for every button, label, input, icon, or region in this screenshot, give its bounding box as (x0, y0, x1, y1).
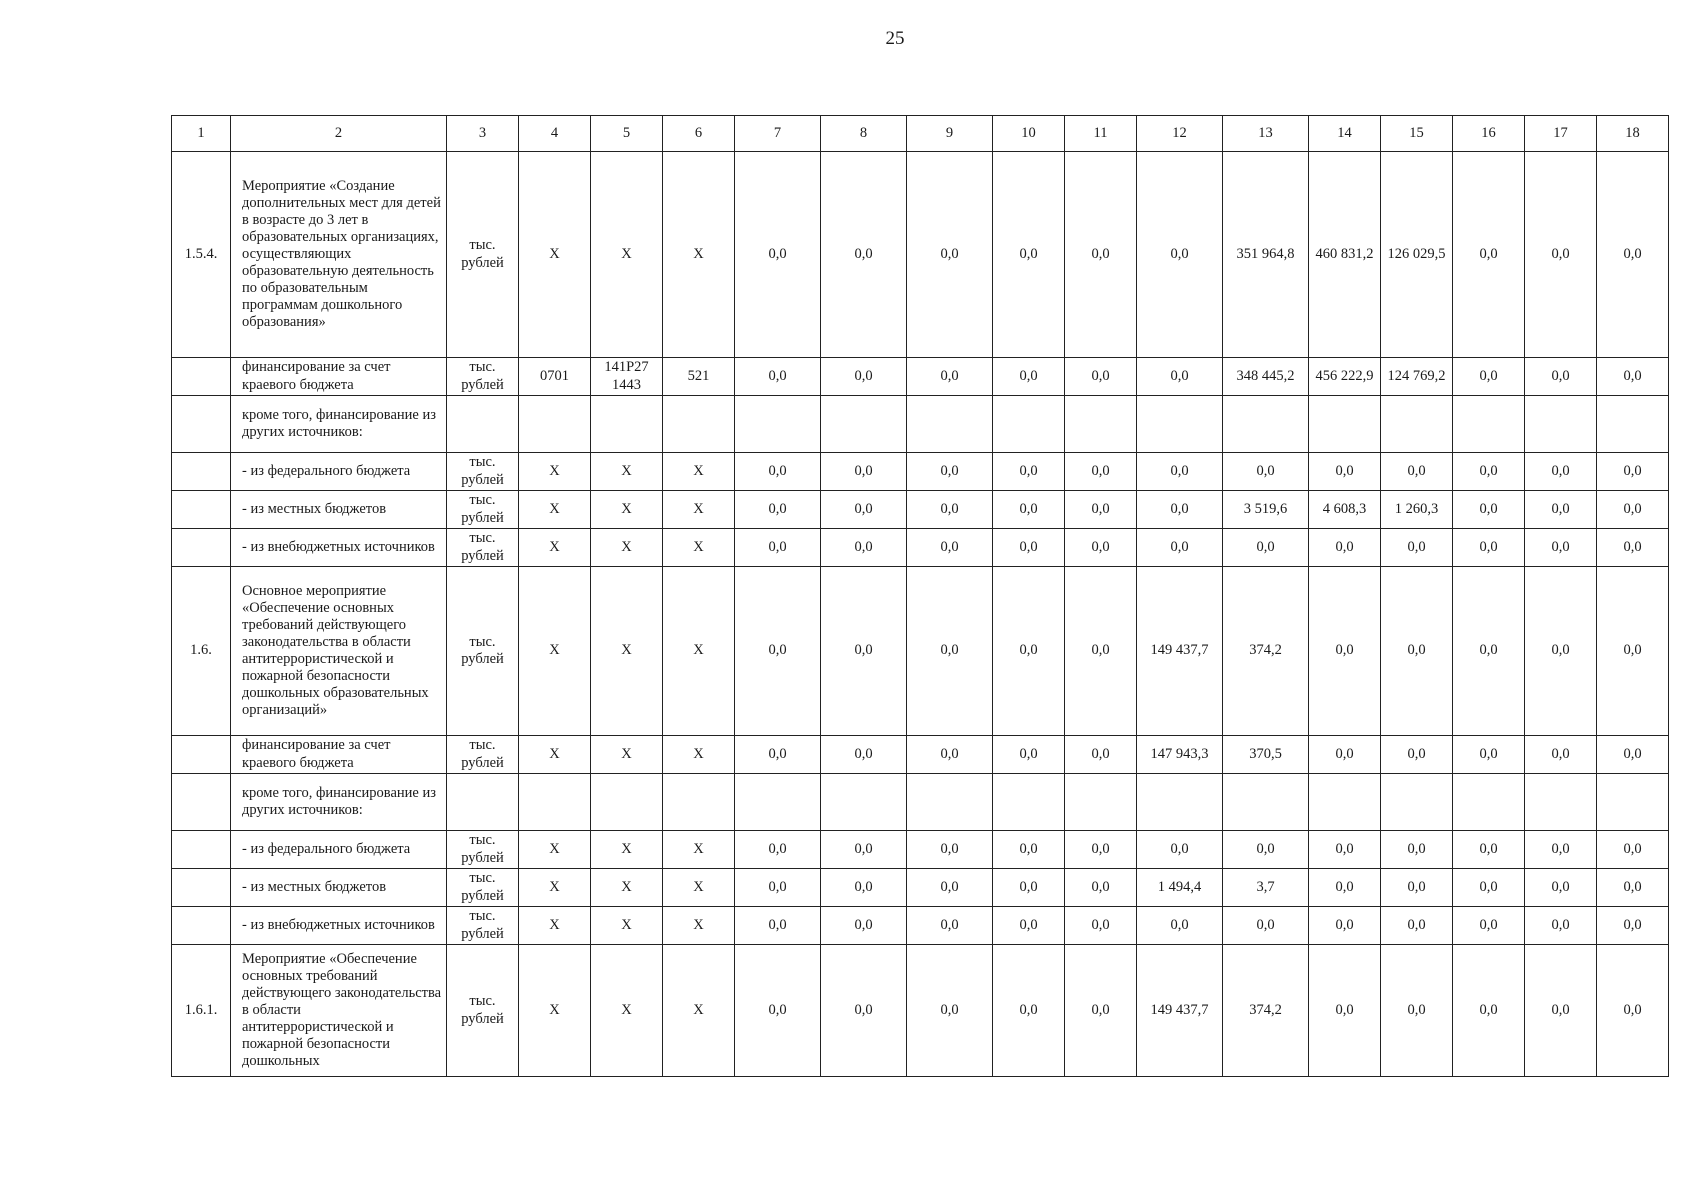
value-cell: 0,0 (1065, 453, 1137, 491)
table-row (172, 453, 1669, 491)
value-cell: 0,0 (1137, 152, 1223, 358)
value-cell: 0,0 (907, 736, 993, 774)
value-cell: 0,0 (907, 453, 993, 491)
value-cell: 0,0 (1597, 736, 1669, 774)
value-cell: 0,0 (1137, 358, 1223, 396)
value-cell: 0,0 (993, 736, 1065, 774)
unit-cell: тыс. рублей (447, 567, 519, 736)
row-name: Мероприятие «Создание дополнительных мест для детей в возрасте до 3 лет в образовательных организациях, осуществляющих образовательную деятельность по образовательным программам дошкольного образования» (231, 152, 447, 358)
value-cell: 0,0 (993, 907, 1065, 945)
unit-cell: тыс. рублей (447, 453, 519, 491)
row-name: кроме того, финансирование из других источников: (231, 396, 447, 453)
unit-cell: тыс. рублей (447, 736, 519, 774)
unit-cell: тыс. рублей (447, 831, 519, 869)
value-cell: 0,0 (993, 869, 1065, 907)
value-cell: Х (663, 152, 735, 358)
value-cell: Х (519, 945, 591, 1077)
value-cell: 0,0 (993, 491, 1065, 529)
value-cell: 0,0 (735, 529, 821, 567)
column-number-9: 9 (907, 116, 993, 152)
row-name: - из внебюджетных источников (231, 907, 447, 945)
column-number-13: 13 (1223, 116, 1309, 152)
value-cell: 0,0 (821, 491, 907, 529)
value-cell: 0,0 (993, 567, 1065, 736)
value-cell: 3 519,6 (1223, 491, 1309, 529)
value-cell: Х (519, 831, 591, 869)
value-cell: 0,0 (735, 945, 821, 1077)
value-cell: 0,0 (1309, 869, 1381, 907)
value-cell (519, 396, 591, 453)
column-number-4: 4 (519, 116, 591, 152)
value-cell: 0,0 (1453, 831, 1525, 869)
value-cell: 0,0 (1525, 907, 1597, 945)
value-cell: 0,0 (1137, 529, 1223, 567)
value-cell: Х (519, 907, 591, 945)
row-code: 1.5.4. (172, 152, 231, 358)
value-cell: Х (591, 152, 663, 358)
value-cell: 0,0 (1309, 945, 1381, 1077)
value-cell (1137, 774, 1223, 831)
value-cell: 0,0 (907, 945, 993, 1077)
value-cell (663, 774, 735, 831)
value-cell: 0,0 (1597, 869, 1669, 907)
value-cell: 0,0 (907, 831, 993, 869)
value-cell: 0,0 (1525, 529, 1597, 567)
value-cell: 0,0 (1597, 453, 1669, 491)
value-cell: 0,0 (1381, 529, 1453, 567)
value-cell: 0,0 (907, 907, 993, 945)
value-cell (907, 774, 993, 831)
column-number-3: 3 (447, 116, 519, 152)
value-cell (591, 396, 663, 453)
value-cell: 0,0 (1597, 152, 1669, 358)
value-cell (821, 396, 907, 453)
value-cell: 0,0 (1453, 736, 1525, 774)
value-cell (519, 774, 591, 831)
row-name: Мероприятие «Обеспечение основных требований действующего законодательства в области антитеррористической и пожарной безопасности дошкольных (231, 945, 447, 1077)
value-cell: Х (519, 529, 591, 567)
value-cell (1381, 774, 1453, 831)
value-cell: 0,0 (993, 831, 1065, 869)
value-cell: 0,0 (1597, 831, 1669, 869)
value-cell: 124 769,2 (1381, 358, 1453, 396)
row-code (172, 396, 231, 453)
value-cell: 0,0 (1309, 736, 1381, 774)
value-cell: 0,0 (1065, 869, 1137, 907)
value-cell: 0,0 (907, 152, 993, 358)
value-cell (663, 396, 735, 453)
row-name: - из федерального бюджета (231, 453, 447, 491)
value-cell: Х (591, 491, 663, 529)
value-cell: 0,0 (735, 152, 821, 358)
value-cell: 0,0 (1137, 831, 1223, 869)
value-cell: 0,0 (1065, 567, 1137, 736)
value-cell: 0,0 (1381, 453, 1453, 491)
value-cell: Х (591, 831, 663, 869)
unit-cell (447, 396, 519, 453)
value-cell: 0,0 (993, 529, 1065, 567)
value-cell: 0,0 (1597, 491, 1669, 529)
row-name: - из местных бюджетов (231, 869, 447, 907)
row-name: - из внебюджетных источников (231, 529, 447, 567)
unit-cell: тыс. рублей (447, 152, 519, 358)
value-cell (735, 396, 821, 453)
value-cell: 0,0 (1453, 945, 1525, 1077)
value-cell: 0,0 (1381, 869, 1453, 907)
value-cell: 0,0 (1309, 453, 1381, 491)
value-cell: 0,0 (1525, 453, 1597, 491)
value-cell: Х (519, 869, 591, 907)
row-code (172, 907, 231, 945)
value-cell: 351 964,8 (1223, 152, 1309, 358)
row-code: 1.6. (172, 567, 231, 736)
table-row (172, 736, 1669, 774)
value-cell: 0,0 (821, 152, 907, 358)
value-cell: 0,0 (1597, 358, 1669, 396)
value-cell (907, 396, 993, 453)
value-cell: Х (591, 736, 663, 774)
value-cell: 0,0 (907, 491, 993, 529)
value-cell: Х (591, 453, 663, 491)
value-cell: 0,0 (1065, 945, 1137, 1077)
row-code (172, 453, 231, 491)
column-number-10: 10 (993, 116, 1065, 152)
value-cell: 0,0 (1309, 831, 1381, 869)
row-code: 1.6.1. (172, 945, 231, 1077)
row-code (172, 529, 231, 567)
value-cell: 460 831,2 (1309, 152, 1381, 358)
value-cell: 0,0 (1309, 567, 1381, 736)
column-number-11: 11 (1065, 116, 1137, 152)
value-cell: 0,0 (1065, 491, 1137, 529)
value-cell (1065, 396, 1137, 453)
row-name: - из местных бюджетов (231, 491, 447, 529)
unit-cell: тыс. рублей (447, 869, 519, 907)
row-name: финансирование за счет краевого бюджета (231, 736, 447, 774)
value-cell: 0,0 (993, 358, 1065, 396)
value-cell: 0,0 (1525, 831, 1597, 869)
value-cell: 4 608,3 (1309, 491, 1381, 529)
value-cell: 0,0 (735, 491, 821, 529)
value-cell: 0,0 (1137, 907, 1223, 945)
row-name: Основное мероприятие «Обеспечение основных требований действующего законодательства в области антитеррористической и пожарной безопасности дошкольных образовательных организаций» (231, 567, 447, 736)
value-cell: Х (591, 529, 663, 567)
value-cell: Х (519, 491, 591, 529)
column-number-8: 8 (821, 116, 907, 152)
value-cell: Х (591, 567, 663, 736)
value-cell: Х (519, 453, 591, 491)
value-cell: 348 445,2 (1223, 358, 1309, 396)
value-cell: 0,0 (907, 358, 993, 396)
value-cell (1453, 774, 1525, 831)
table-row (172, 945, 1669, 1077)
value-cell (1137, 396, 1223, 453)
table-row (172, 152, 1669, 358)
value-cell: Х (663, 453, 735, 491)
row-code (172, 736, 231, 774)
column-number-1: 1 (172, 116, 231, 152)
value-cell: 0,0 (821, 869, 907, 907)
value-cell: 149 437,7 (1137, 567, 1223, 736)
unit-cell: тыс. рублей (447, 907, 519, 945)
value-cell: 3,7 (1223, 869, 1309, 907)
value-cell: 126 029,5 (1381, 152, 1453, 358)
value-cell (1525, 396, 1597, 453)
value-cell: 141Р27 1443 (591, 358, 663, 396)
value-cell: Х (663, 529, 735, 567)
value-cell: 0,0 (1525, 491, 1597, 529)
table-row (172, 567, 1669, 736)
table-row (172, 396, 1669, 453)
value-cell: 0,0 (1525, 358, 1597, 396)
value-cell: 0,0 (1525, 152, 1597, 358)
column-number-12: 12 (1137, 116, 1223, 152)
value-cell: 1 260,3 (1381, 491, 1453, 529)
row-name: кроме того, финансирование из других источников: (231, 774, 447, 831)
row-name: - из федерального бюджета (231, 831, 447, 869)
value-cell: 0,0 (821, 529, 907, 567)
value-cell (1453, 396, 1525, 453)
value-cell (1223, 396, 1309, 453)
value-cell (591, 774, 663, 831)
value-cell: 0,0 (1223, 453, 1309, 491)
value-cell: 0,0 (735, 869, 821, 907)
value-cell: 0,0 (1453, 453, 1525, 491)
value-cell: 0,0 (735, 358, 821, 396)
value-cell: 0,0 (1453, 869, 1525, 907)
table-row (172, 529, 1669, 567)
value-cell (1381, 396, 1453, 453)
value-cell: 0,0 (1065, 907, 1137, 945)
value-cell (1309, 774, 1381, 831)
row-code (172, 831, 231, 869)
value-cell: 0,0 (1223, 831, 1309, 869)
value-cell: 0,0 (1525, 736, 1597, 774)
value-cell: 0,0 (1453, 358, 1525, 396)
value-cell (1597, 774, 1669, 831)
unit-cell (447, 774, 519, 831)
column-number-18: 18 (1597, 116, 1669, 152)
value-cell: 0,0 (821, 453, 907, 491)
row-code (172, 774, 231, 831)
value-cell: 0,0 (1223, 529, 1309, 567)
table-row (172, 491, 1669, 529)
column-number-16: 16 (1453, 116, 1525, 152)
value-cell: Х (663, 491, 735, 529)
table-row (172, 774, 1669, 831)
value-cell: 0,0 (907, 869, 993, 907)
value-cell (735, 774, 821, 831)
unit-cell: тыс. рублей (447, 945, 519, 1077)
value-cell: 521 (663, 358, 735, 396)
value-cell: 0,0 (1453, 567, 1525, 736)
value-cell: Х (519, 567, 591, 736)
value-cell: 0,0 (993, 152, 1065, 358)
unit-cell: тыс. рублей (447, 358, 519, 396)
value-cell: 0,0 (821, 831, 907, 869)
unit-cell: тыс. рублей (447, 491, 519, 529)
value-cell: 0,0 (1381, 907, 1453, 945)
value-cell: 0701 (519, 358, 591, 396)
value-cell: 0,0 (821, 945, 907, 1077)
value-cell: 149 437,7 (1137, 945, 1223, 1077)
value-cell: 0,0 (1453, 152, 1525, 358)
table-row (172, 831, 1669, 869)
value-cell: Х (663, 907, 735, 945)
value-cell: 0,0 (735, 453, 821, 491)
value-cell: 0,0 (1525, 945, 1597, 1077)
value-cell: 0,0 (1525, 567, 1597, 736)
value-cell (1597, 396, 1669, 453)
value-cell: 0,0 (821, 907, 907, 945)
column-number-6: 6 (663, 116, 735, 152)
value-cell (1309, 396, 1381, 453)
value-cell: 456 222,9 (1309, 358, 1381, 396)
value-cell (1525, 774, 1597, 831)
value-cell: 0,0 (821, 567, 907, 736)
page-number: 25 (885, 28, 905, 49)
value-cell: Х (663, 736, 735, 774)
value-cell: 0,0 (993, 945, 1065, 1077)
value-cell: 0,0 (735, 907, 821, 945)
value-cell: 370,5 (1223, 736, 1309, 774)
value-cell: 0,0 (1137, 453, 1223, 491)
value-cell: 0,0 (1525, 869, 1597, 907)
value-cell: 0,0 (735, 831, 821, 869)
value-cell: Х (663, 869, 735, 907)
value-cell: Х (591, 869, 663, 907)
value-cell: 1 494,4 (1137, 869, 1223, 907)
value-cell: 0,0 (1453, 491, 1525, 529)
value-cell: 0,0 (1597, 907, 1669, 945)
unit-cell: тыс. рублей (447, 529, 519, 567)
value-cell: Х (591, 907, 663, 945)
row-code (172, 491, 231, 529)
table-row (172, 358, 1669, 396)
value-cell: Х (591, 945, 663, 1077)
value-cell: Х (519, 736, 591, 774)
column-number-5: 5 (591, 116, 663, 152)
row-name: финансирование за счет краевого бюджета (231, 358, 447, 396)
value-cell: 0,0 (1065, 152, 1137, 358)
value-cell: Х (663, 567, 735, 736)
value-cell: 0,0 (1453, 529, 1525, 567)
column-number-14: 14 (1309, 116, 1381, 152)
table-row (172, 869, 1669, 907)
value-cell: 0,0 (907, 567, 993, 736)
value-cell: Х (519, 152, 591, 358)
value-cell: 0,0 (1381, 567, 1453, 736)
value-cell (993, 774, 1065, 831)
value-cell: 374,2 (1223, 945, 1309, 1077)
value-cell: 0,0 (1065, 358, 1137, 396)
value-cell: 0,0 (1223, 907, 1309, 945)
value-cell: 0,0 (1597, 529, 1669, 567)
value-cell: 0,0 (821, 736, 907, 774)
value-cell: 0,0 (821, 358, 907, 396)
header-row (172, 116, 1669, 152)
budget-table (171, 115, 1669, 1077)
value-cell: 0,0 (1065, 736, 1137, 774)
column-number-2: 2 (231, 116, 447, 152)
table-row (172, 907, 1669, 945)
value-cell: Х (663, 945, 735, 1077)
value-cell: 0,0 (1065, 529, 1137, 567)
value-cell (1065, 774, 1137, 831)
value-cell: Х (663, 831, 735, 869)
row-code (172, 358, 231, 396)
value-cell: 0,0 (907, 529, 993, 567)
value-cell: 0,0 (1381, 736, 1453, 774)
column-number-7: 7 (735, 116, 821, 152)
value-cell: 0,0 (1309, 529, 1381, 567)
value-cell: 147 943,3 (1137, 736, 1223, 774)
value-cell: 0,0 (1597, 945, 1669, 1077)
row-code (172, 869, 231, 907)
value-cell: 0,0 (1597, 567, 1669, 736)
value-cell (993, 396, 1065, 453)
value-cell: 0,0 (1137, 491, 1223, 529)
value-cell: 0,0 (1065, 831, 1137, 869)
column-number-15: 15 (1381, 116, 1453, 152)
value-cell: 0,0 (1381, 945, 1453, 1077)
value-cell (821, 774, 907, 831)
value-cell: 0,0 (735, 567, 821, 736)
value-cell: 0,0 (1381, 831, 1453, 869)
value-cell (1223, 774, 1309, 831)
value-cell: 0,0 (735, 736, 821, 774)
value-cell: 374,2 (1223, 567, 1309, 736)
value-cell: 0,0 (1453, 907, 1525, 945)
value-cell: 0,0 (993, 453, 1065, 491)
column-number-17: 17 (1525, 116, 1597, 152)
value-cell: 0,0 (1309, 907, 1381, 945)
